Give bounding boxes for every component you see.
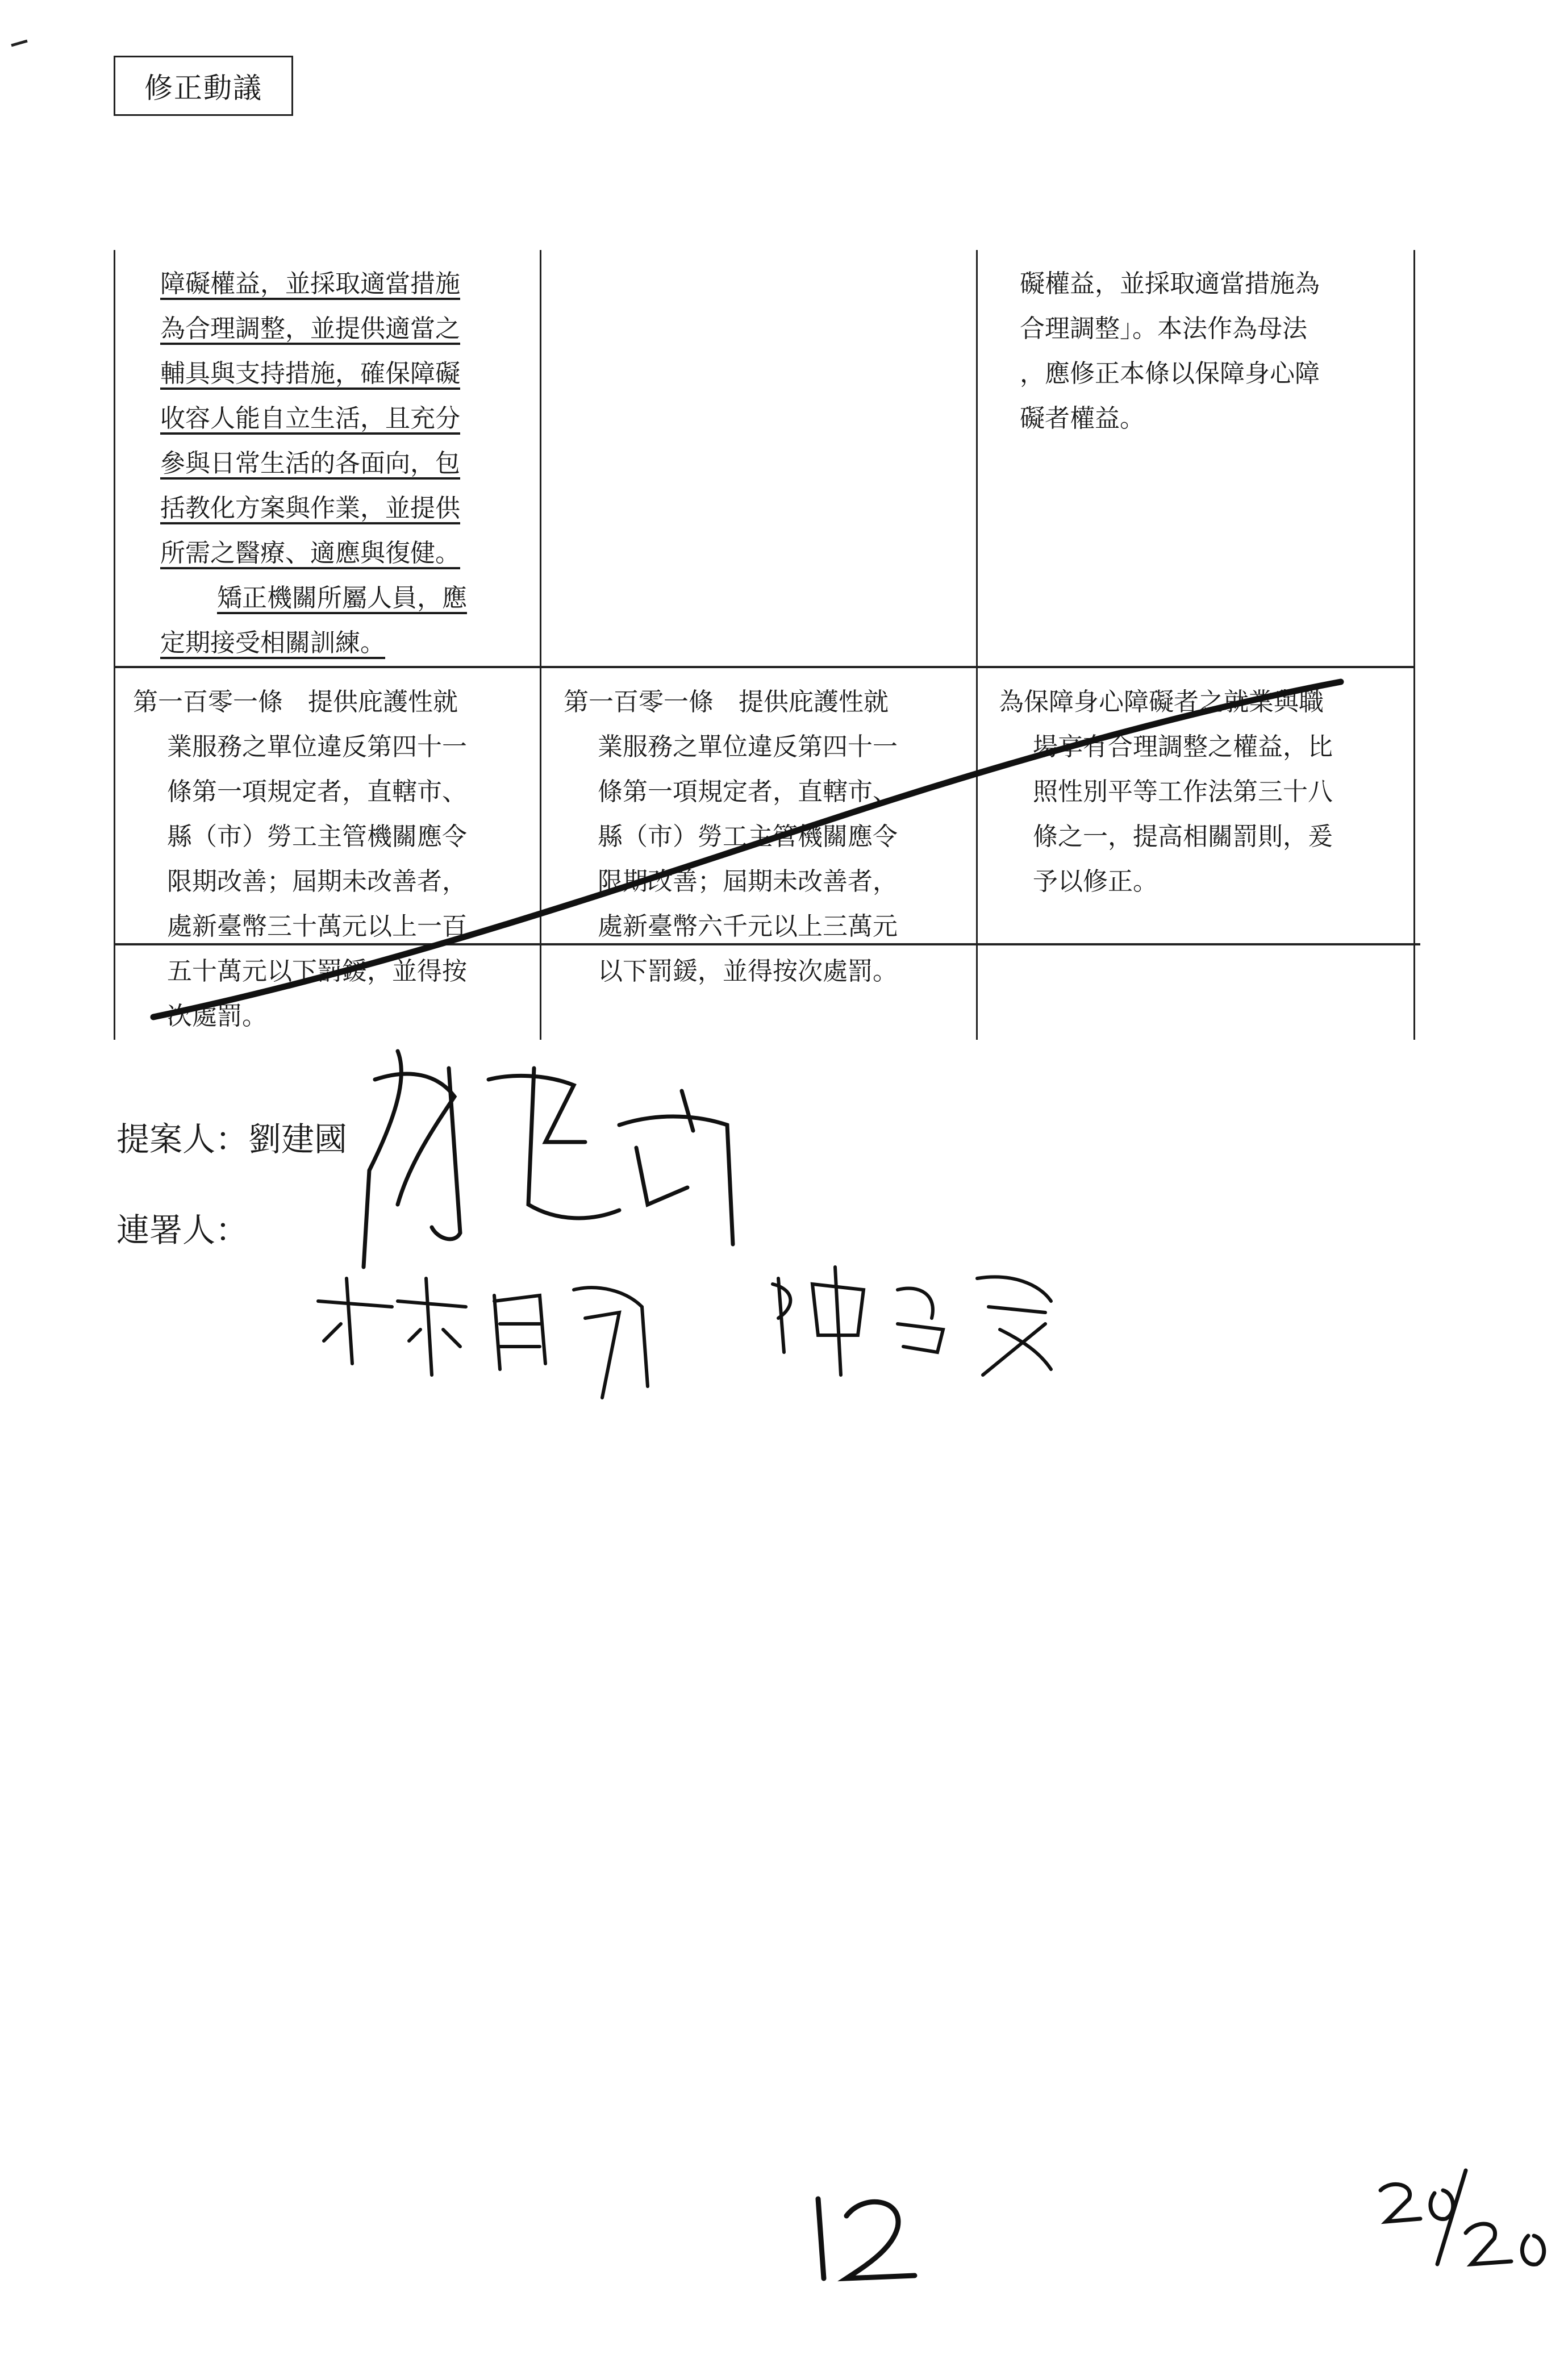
cell-line: 條之一，提高相關罰則，爰 [1033, 822, 1333, 851]
strikethrough-line [153, 682, 1341, 1017]
cell-line: 業服務之單位違反第四十一 [598, 732, 898, 761]
scan-mark [11, 41, 27, 45]
cell-line: 業服務之單位違反第四十一 [167, 732, 467, 761]
cell-line: 縣（市）勞工主管機關應令 [167, 822, 467, 851]
cell-line: 輔具與支持措施，確保障礙 [160, 359, 460, 388]
handwritten-page-number [818, 2199, 915, 2278]
cell-line: 場享有合理調整之權益，比 [1033, 732, 1333, 761]
signature-liu-jianguo [364, 1051, 733, 1267]
cell-line: 參與日常生活的各面向，包 [160, 449, 460, 478]
cell-line: 所需之醫療、適應與復健。 [160, 539, 460, 568]
cell-line: 照性別平等工作法第三十八 [1033, 777, 1333, 806]
cell-line: 處新臺幣三十萬元以上一百 [167, 912, 467, 941]
cell-line: 矯正機關所屬人員，應 [217, 584, 467, 612]
cell-line: 限期改善；屆期未改善者， [167, 867, 467, 896]
cell-line: 條第一項規定者，直轄市、 [167, 777, 467, 806]
cell-line: 為合理調整，並提供適當之 [160, 314, 460, 343]
cell-line: 第一百零一條 提供庇護性就 [564, 687, 889, 716]
handwritten-page-fraction [1381, 2170, 1544, 2264]
cell-line: 為保障身心障礙者之就業與職 [999, 687, 1324, 716]
cell-line: 處新臺幣六千元以上三萬元 [598, 912, 898, 941]
cell-line: 以下罰鍰，並得按次處罰。 [598, 957, 898, 986]
cell-line: 括教化方案與作業，並提供 [160, 494, 460, 523]
cell-line: 第一百零一條 提供庇護性就 [133, 687, 458, 716]
cell-line: ，應修正本條以保障身心障 [1020, 359, 1320, 388]
signature-cosigner-1 [318, 1278, 648, 1398]
cell-line: 限期改善；屆期未改善者， [598, 867, 898, 896]
cell-line: 收容人能自立生活，且充分 [160, 404, 460, 433]
motion-label: 修正動議 [114, 56, 293, 116]
cell-line: 礙權益，並採取適當措施為 [1020, 269, 1320, 298]
cell-line: 予以修正。 [1033, 867, 1158, 896]
cell-line: 次處罰。 [167, 1002, 267, 1031]
cell-line: 合理調整」。本法作為母法 [1020, 314, 1307, 343]
cell-line: 五十萬元以下罰鍰，並得按 [167, 957, 467, 986]
signature-cosigner-2 [773, 1267, 1051, 1375]
cell-line: 條第一項規定者，直轄市、 [598, 777, 898, 806]
cell-line: 縣（市）勞工主管機關應令 [598, 822, 898, 851]
cell-line: 障礙權益，並採取適當措施 [160, 269, 460, 298]
cell-line: 礙者權益。 [1020, 404, 1145, 433]
cell-line: 定期接受相關訓練。 [160, 628, 385, 657]
cosigner-label: 連署人： [116, 1211, 249, 1249]
proposer-label: 提案人：劉建國 [116, 1120, 348, 1159]
